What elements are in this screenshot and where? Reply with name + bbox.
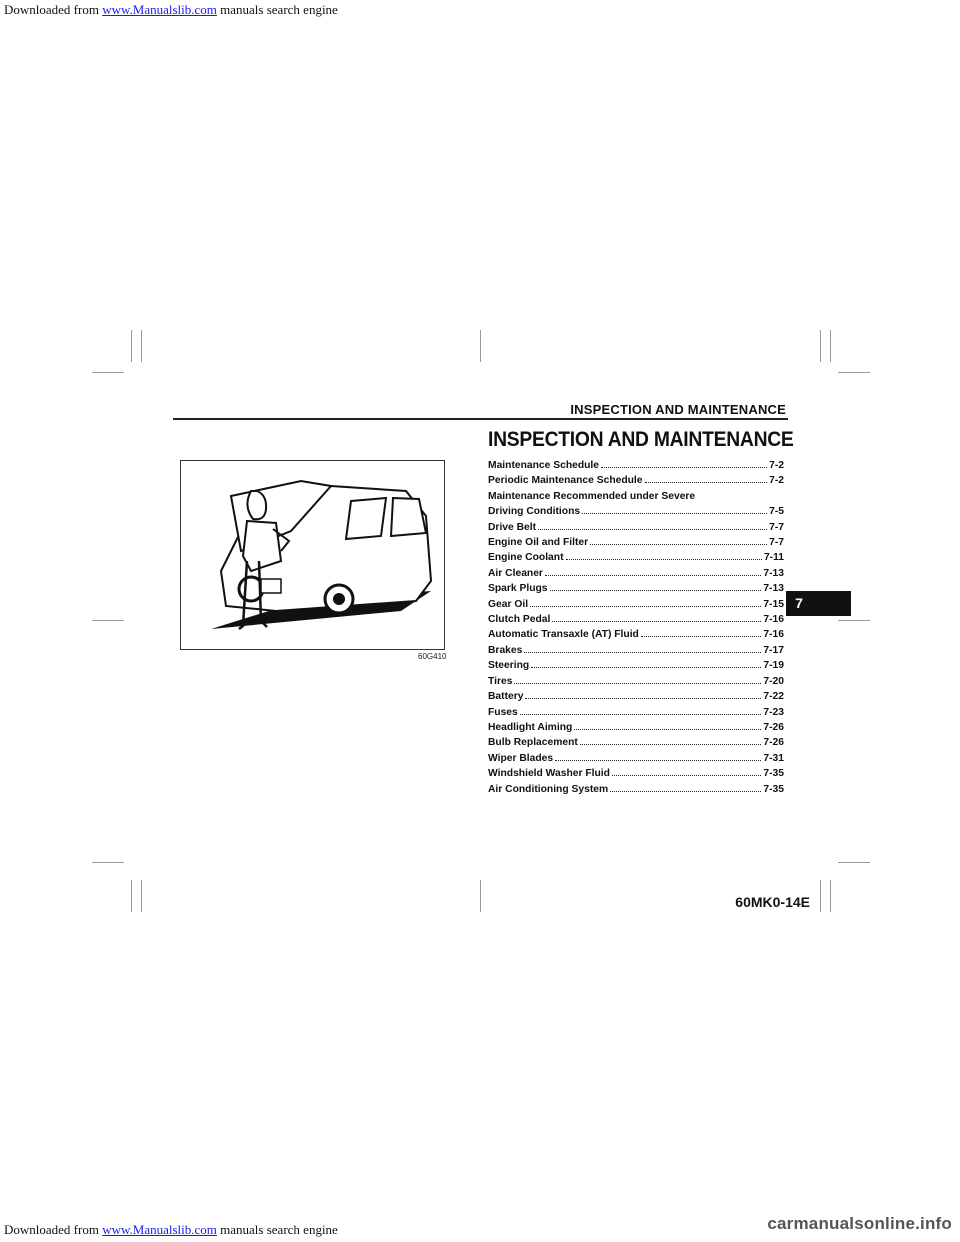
figure-code: 60G410	[418, 652, 447, 661]
toc-entry[interactable]	[488, 597, 784, 612]
toc-entry[interactable]	[488, 674, 784, 689]
footer-banner-suffix: manuals search engine	[220, 1222, 338, 1237]
footer-banner-prefix: Downloaded from	[4, 1222, 99, 1237]
toc-leader-dots	[520, 705, 762, 715]
toc-entry[interactable]	[488, 627, 784, 642]
toc-entry-label: Maintenance Schedule	[488, 460, 600, 471]
toc-leader-dots	[530, 597, 761, 607]
table-of-contents	[488, 458, 784, 797]
toc-entry-page: 7-2	[769, 475, 784, 487]
toc-entry-label: Engine Coolant	[488, 552, 564, 564]
toc-leader-dots	[545, 566, 761, 576]
toc-entry-page: 7-22	[763, 691, 784, 703]
toc-entry[interactable]	[488, 751, 784, 766]
toc-entry[interactable]	[488, 643, 784, 658]
toc-entry[interactable]	[488, 689, 784, 704]
manualslib-link[interactable]: www.Manualslib.com	[102, 2, 217, 17]
toc-entry-label: Clutch Pedal	[488, 614, 551, 626]
toc-entry[interactable]	[488, 766, 784, 781]
toc-entry-label: Periodic Maintenance Schedule	[488, 475, 643, 487]
footer-manualslib-link[interactable]: www.Manualslib.com	[102, 1222, 217, 1237]
toc-leader-dots	[552, 612, 761, 622]
toc-entry-label: Drive Belt	[488, 521, 537, 533]
toc-leader-dots	[524, 643, 761, 653]
toc-entry-page: 7-15	[763, 598, 784, 610]
toc-entry-label: Automatic Transaxle (AT) Fluid	[488, 629, 639, 641]
toc-entry-page: 7-31	[763, 752, 784, 764]
watermark: carmanualsonline.info	[767, 1214, 952, 1233]
toc-leader-dots	[582, 504, 767, 514]
toc-entry-page: 7-7	[769, 537, 784, 549]
toc-entry[interactable]	[488, 658, 784, 673]
toc-entry-label: Brakes	[488, 644, 523, 656]
toc-entry-page: 7-2	[769, 460, 784, 471]
toc-entry-label: Driving Conditions	[488, 506, 581, 518]
chapter-number: 7	[795, 595, 803, 611]
toc-entry[interactable]	[488, 489, 784, 504]
toc-leader-dots	[601, 458, 767, 468]
toc-entry-label: Tires	[488, 675, 513, 687]
toc-leader-dots	[550, 581, 762, 591]
toc-entry[interactable]	[488, 535, 784, 550]
person-checking-engine-illustration	[181, 461, 444, 649]
banner-suffix: manuals search engine	[220, 2, 338, 17]
toc-leader-dots	[566, 550, 762, 560]
toc-entry-label: Maintenance Recommended under Severe	[488, 490, 696, 502]
toc-entry-page: 7-16	[763, 629, 784, 641]
toc-leader-dots	[538, 520, 767, 530]
toc-leader-dots	[645, 473, 768, 483]
toc-entry-page: 7-19	[763, 660, 784, 672]
toc-leader-dots	[531, 658, 761, 668]
toc-entry[interactable]	[488, 473, 784, 488]
toc-entry[interactable]	[488, 735, 784, 750]
toc-leader-dots	[641, 627, 762, 637]
toc-leader-dots	[514, 674, 761, 684]
toc-entry-label: Steering	[488, 660, 530, 672]
toc-entry[interactable]	[488, 520, 784, 535]
toc-entry-page: 7-13	[763, 567, 784, 579]
toc-entry-page: 7-16	[763, 614, 784, 626]
illustration-frame	[180, 460, 445, 650]
toc-entry-page: 7-23	[763, 706, 784, 718]
toc-entry-label: Spark Plugs	[488, 583, 548, 595]
toc-entry-label: Gear Oil	[488, 598, 529, 610]
toc-entry[interactable]	[488, 504, 784, 519]
toc-entry-page: 7-35	[763, 768, 784, 780]
toc-entry[interactable]	[488, 581, 784, 596]
toc-entry-page: 7-35	[763, 783, 784, 795]
toc-entry-label: Windshield Washer Fluid	[488, 768, 610, 780]
header-rule	[173, 418, 788, 420]
banner-prefix: Downloaded from	[4, 2, 99, 17]
toc-entry-page: 7-26	[763, 721, 784, 733]
toc-entry-label: Air Cleaner	[488, 567, 543, 579]
toc-entry[interactable]	[488, 550, 784, 565]
toc-leader-dots	[610, 782, 761, 792]
toc-entry[interactable]	[488, 458, 784, 473]
download-banner	[4, 2, 338, 18]
toc-entry-page: 7-17	[763, 644, 784, 656]
toc-entry-page: 7-13	[763, 583, 784, 595]
toc-entry-page: 7-5	[769, 506, 784, 518]
toc-entry-label: Fuses	[488, 706, 518, 718]
toc-entry[interactable]	[488, 782, 784, 797]
toc-leader-dots	[555, 751, 761, 761]
toc-entry-label: Wiper Blades	[488, 752, 554, 764]
chapter-tab	[786, 591, 851, 616]
toc-entry-page: 7-11	[763, 552, 784, 564]
toc-leader-dots	[612, 766, 761, 776]
chapter-title: INSPECTION AND MAINTENANCE	[488, 428, 794, 451]
toc-entry[interactable]	[488, 612, 784, 627]
toc-entry-label: Engine Oil and Filter	[488, 537, 589, 549]
toc-entry-label: Bulb Replacement	[488, 737, 578, 749]
toc-entry-label: Headlight Aiming	[488, 721, 573, 733]
running-header: INSPECTION AND MAINTENANCE	[570, 402, 786, 417]
footer-download-banner	[4, 1222, 338, 1238]
toc-entry[interactable]	[488, 566, 784, 581]
page-code: 60MK0-14E	[735, 894, 810, 910]
toc-entry[interactable]	[488, 720, 784, 735]
toc-entry-label: Air Conditioning System	[488, 783, 609, 795]
toc-entry-page: 7-7	[769, 521, 784, 533]
toc-entry-label: Battery	[488, 691, 524, 703]
toc-leader-dots	[574, 720, 761, 730]
toc-entry-page: 7-26	[763, 737, 784, 749]
toc-entry[interactable]	[488, 705, 784, 720]
toc-leader-dots	[525, 689, 761, 699]
toc-entry-page: 7-20	[763, 675, 784, 687]
toc-leader-dots	[590, 535, 767, 545]
toc-leader-dots	[580, 735, 762, 745]
